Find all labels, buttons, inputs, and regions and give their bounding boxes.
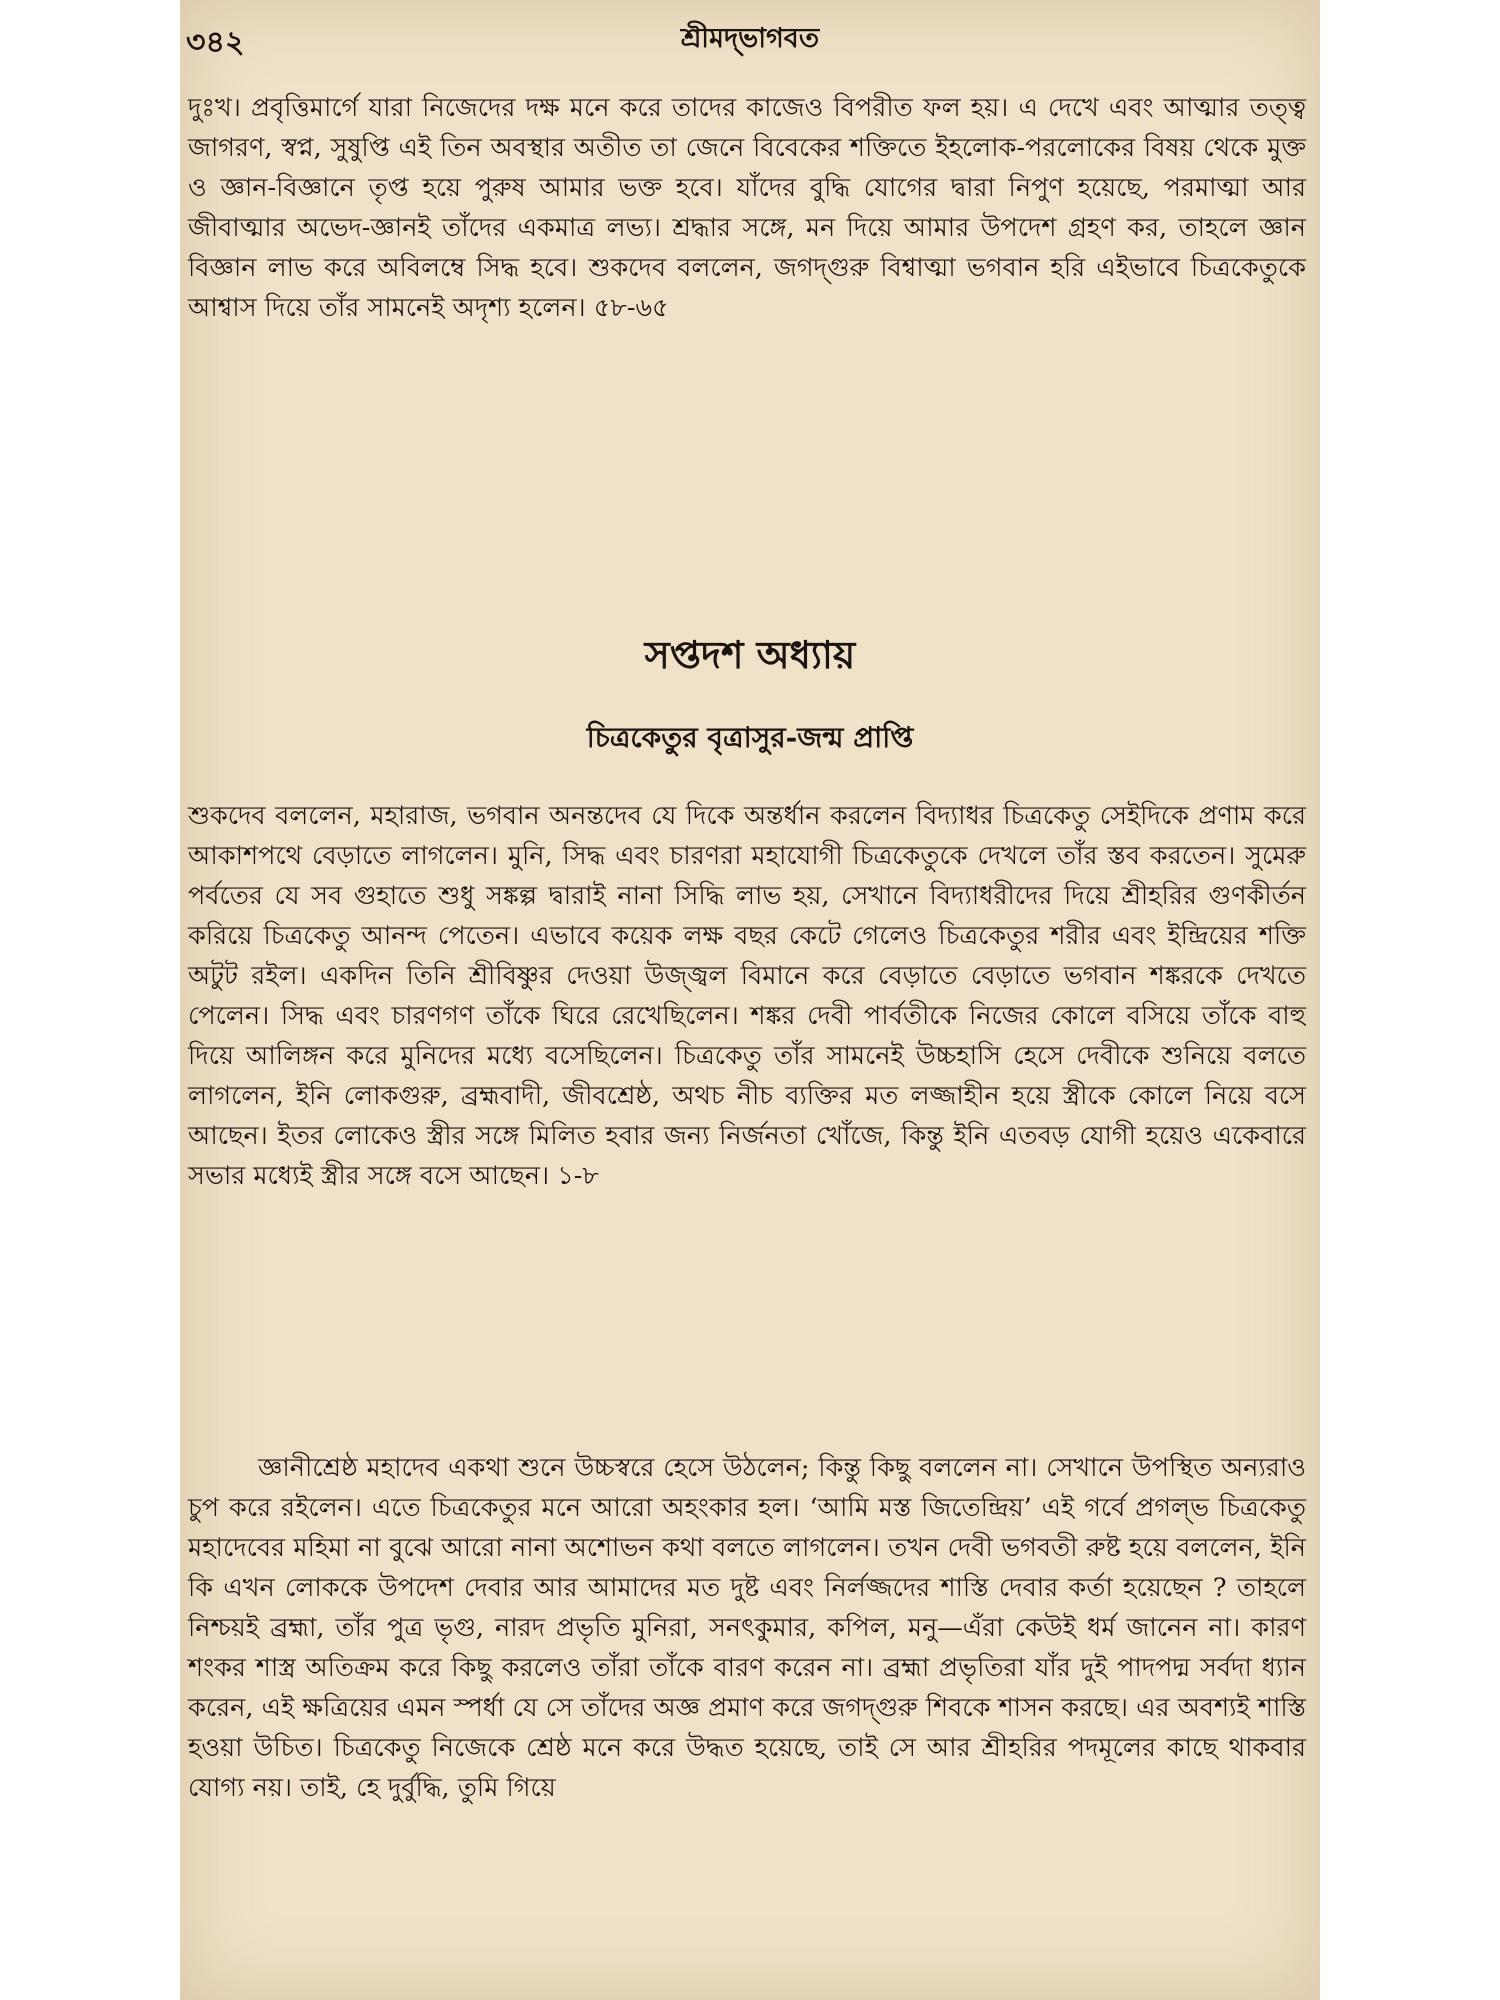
paragraph-verses-58-65: দুঃখ। প্রবৃত্তিমার্গে যারা নিজেদের দক্ষ মনে করে তাদের কাজেও বিপরীত ফল হয়। এ দেখে এবং আত্মার তত্ত্ব জাগরণ, স্বপ্ন, সুষুপ্তি এই তিন অবস্থার অতীত তা জেনে বিবেকের শক্তিতে ইহলোক-পরলোকের বিষয় থেকে মুক্ত ও জ্ঞান-বিজ্ঞানে তৃপ্ত হয়ে পুরুষ আমার ভক্ত হবে। যাঁদের বুদ্ধি যোগের দ্বারা নিপুণ হয়েছে, পরমাত্মা আর জীবাত্মার অভেদ-জ্ঞানই তাঁদের একমাত্র লভ্য। শ্রদ্ধার সঙ্গে, মন দিয়ে আমার উপদেশ গ্রহণ কর, তাহলে জ্ঞান বিজ্ঞান লাভ করে অবিলম্বে সিদ্ধ হবে। শুকদেব বললেন, জগদ্গুরু বিশ্বাত্মা ভগবান হরি এইভাবে চিত্রকেতুকে আশ্বাস দিয়ে তাঁর সামনেই অদৃশ্য হলেন। ৫৮-৬৫ (188, 93, 1306, 323)
paragraph-verses-1-8: শুকদেব বললেন, মহারাজ, ভগবান অনন্তদেব যে দিকে অন্তর্ধান করলেন বিদ্যাধর চিত্রকেতু সেইদিকে প্রণাম করে আকাশপথে বেড়াতে লাগলেন। মুনি, সিদ্ধ এবং চারণরা মহাযোগী চিত্রকেতুকে দেখলে তাঁর স্তব করতেন। সুমেরু পর্বতের যে সব গুহাতে শুধু সঙ্কল্প দ্বারাই নানা সিদ্ধি লাভ হয়, সেখানে বিদ্যাধরীদের দিয়ে শ্রীহরির গুণকীর্তন করিয়ে চিত্রকেতু আনন্দ পেতেন। এভাবে কয়েক লক্ষ বছর কেটে গেলেও চিত্রকেতুর শরীর এবং ইন্দ্রিয়ের শক্তি অটুট রইল। একদিন তিনি শ্রীবিষ্ণুর দেওয়া উজ্জ্বল বিমানে করে বেড়াতে বেড়াতে ভগবান শঙ্করকে দেখতে পেলেন। সিদ্ধ এবং চারণগণ তাঁকে ঘিরে রেখেছিলেন। শঙ্কর দেবী পার্বতীকে নিজের কোলে বসিয়ে তাঁকে বাহু দিয়ে আলিঙ্গন করে মুনিদের মধ্যে বসেছিলেন। চিত্রকেতু তাঁর সামনেই উচ্চহাসি হেসে দেবীকে শুনিয়ে বলতে লাগলেন, ইনি লোকগুরু, ব্রহ্মবাদী, জীবশ্রেষ্ঠ, অথচ নীচ ব্যক্তির মত লজ্জাহীন হয়ে স্ত্রীকে কোলে নিয়ে বসে আছেন। ইতর লোকেও স্ত্রীর সঙ্গে মিলিত হবার জন্য নির্জনতা খোঁজে, কিন্তু ইনি এতবড় যোগী হয়েও একেবারে সভার মধ্যেই স্ত্রীর সঙ্গে বসে আছেন। ১-৮ (188, 801, 1306, 1191)
chapter-subtitle: চিত্রকেতুর বৃত্রাসুর-জন্ম প্রাপ্তি (586, 721, 914, 754)
book-page (180, 0, 1320, 2000)
paragraph-continuation: জ্ঞানীশ্রেষ্ঠ মহাদেব একথা শুনে উচ্চস্বরে হেসে উঠলেন; কিন্তু কিছু বললেন না। সেখানে উপস্থিত অন্যরাও চুপ করে রইলেন। এতে চিত্রকেতুর মনে আরো অহংকার হল। ‘আমি মস্ত জিতেন্দ্রিয়’ এই গর্বে প্রগল্‌ভ চিত্রকেতু মহাদেবের মহিমা না বুঝে আরো নানা অশোভন কথা বলতে লাগলেন। তখন দেবী ভগবতী রুষ্ট হয়ে বললেন, ইনি কি এখন লোককে উপদেশ দেবার আর আমাদের মত দুষ্ট এবং নির্লজ্জদের শাস্তি দেবার কর্তা হয়েছেন ? তাহলে নিশ্চয়ই ব্রহ্মা, তাঁর পুত্র ভৃগু, নারদ প্রভৃতি মুনিরা, সনৎকুমার, কপিল, মনু—এঁরা কেউই ধর্ম জানেন না। কারণ শংকর শাস্ত্র অতিক্রম করে কিছু করলেও তাঁরা তাঁকে বারণ করেন না। ব্রহ্মা প্রভৃতিরা যাঁর দুই পাদপদ্ম সর্বদা ধ্যান করেন, এই ক্ষত্রিয়ের এমন স্পর্ধা যে সে তাঁদের অজ্ঞ প্রমাণ করে জগদ্গুরু শিবকে শাসন করছে। এর অবশ্যই শাস্তি হওয়া উচিত। চিত্রকেতু নিজেকে শ্রেষ্ঠ মনে করে উদ্ধত হয়েছে, তাই সে আর শ্রীহরির পদমূলের কাছে থাকবার যোগ্য নয়। তাই, হে দুর্বুদ্ধি, তুমি গিয়ে (188, 1453, 1306, 1803)
chapter-title: সপ্তদশ অধ্যায় (644, 632, 856, 677)
running-title: শ্রীমদ্‌ভাগবত (680, 23, 820, 54)
page-header (180, 14, 1320, 60)
page-number: ৩৪২ (186, 25, 245, 60)
